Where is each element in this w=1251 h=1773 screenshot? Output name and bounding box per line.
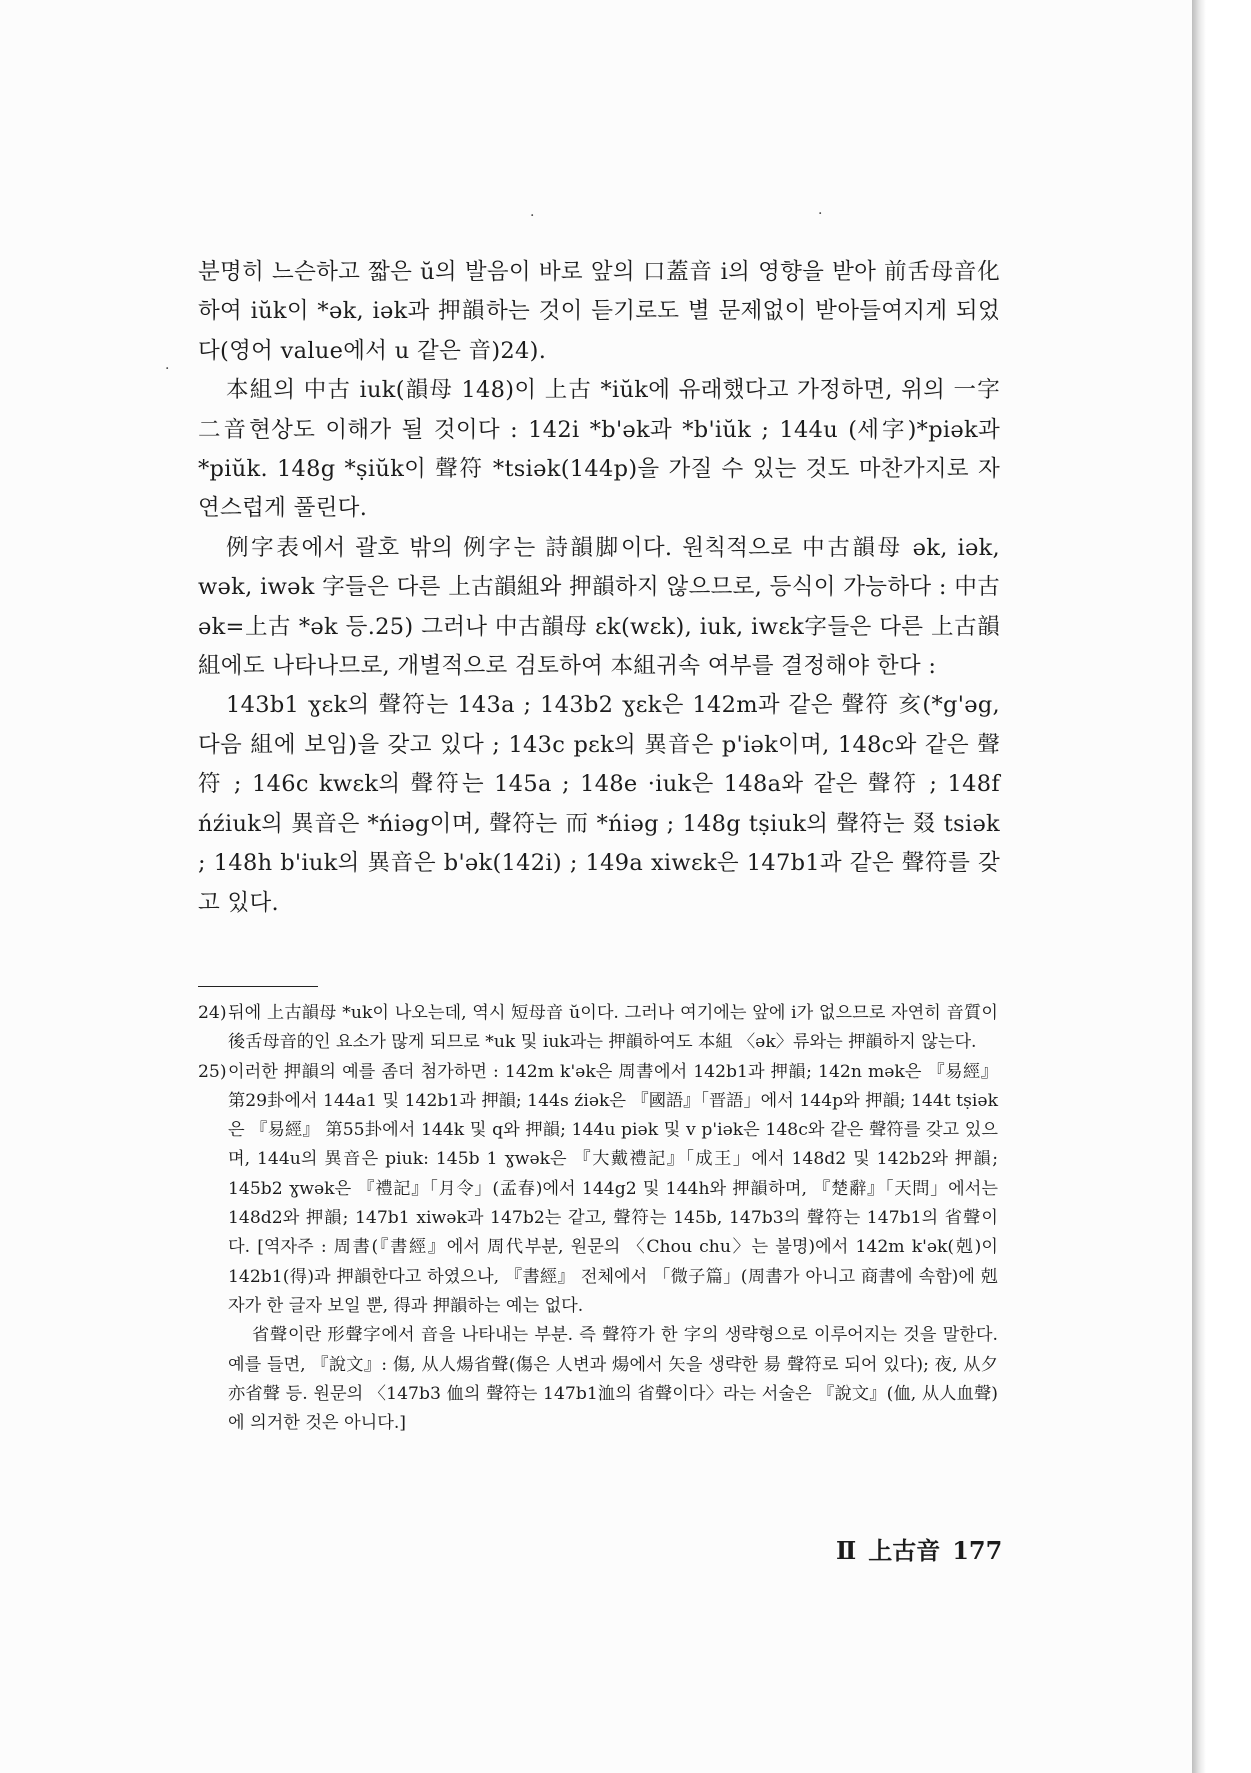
section-number: Ⅱ <box>836 1536 857 1565</box>
footnote-text: 이러한 押韻의 예를 좀더 첨가하면 : 142m k'ək은 周書에서 142b1과 押韻; 142n mək은 『易經』 第29卦에서 144a1 및 142b1과 押韻; 144s źiək은 『國語』「晋語」에서 144p와 押韻; 144t tṣiək은 『易經』 第55卦에서 144k 및 q와 押韻; 144u piək 및 v p'iək은 148c와 같은 聲符를 갖고 있으며, 144u의 異音은 piuk: 145b 1 ɣwək은 『大戴禮記』「成王」에서 148d2 및 142b2와 押韻; 145b2 ɣwək은 『禮記』「月令」(孟春)에서 144g2 및 144h와 押韻하며, 『楚辭』「天問」에서는 148d2와 押韻; 147b1 xiwək과 147b2는 같고, 聲符는 145b, 147b3의 聲符는 147b1의 省聲이다. [역자주 : 周書(『書經』에서 周代부분, 원문의 〈Chou chu〉는 불명)에서 142m k'ək(剋)이 142b1(得)과 押韻한다고 하였으나, 『書經』 전체에서 「微子篇」(周書가 아니고 商書에 속함)에 剋자가 한 글자 보일 뿐, 得과 押韻하는 예는 없다. <box>228 1061 998 1316</box>
main-text <box>198 253 1000 923</box>
footnote-number: 25) <box>198 1061 227 1082</box>
running-footer <box>836 1531 1076 1566</box>
footnote-24 <box>198 999 998 1058</box>
footnote-rule <box>198 986 318 987</box>
paragraph-1: 분명히 느슨하고 짧은 ŭ의 발음이 바로 앞의 口蓋音 i의 영향을 받아 前舌母音化하여 iŭk이 *ək, iək과 押韻하는 것이 듣기로도 별 문제없이 받아들여지게 되었다(영어 value에서 u 같은 音)24). <box>198 259 1000 364</box>
paragraph-2: 本組의 中古 iuk(韻母 148)이 上古 *iŭk에 유래했다고 가정하면, 위의 一字二音현상도 이해가 될 것이다 : 142i *b'ək과 *b'iŭk ; 144u (세字)*piək과 *piŭk. 148g *ṣiŭk이 聲符 *tsiək(144p)을 가질 수 있는 것도 마찬가지로 자연스럽게 풀린다. <box>198 377 1000 522</box>
footnote-25-continuation: 省聲이란 形聲字에서 音을 나타내는 부분. 즉 聲符가 한 字의 생략형으로 이루어지는 것을 말한다. 예를 들면, 『說文』: 傷, 从人煬省聲(傷은 人변과 煬에서 矢을 생략한 昜 聲符로 되어 있다); 夜, 从夕亦省聲 등. 원문의 〈147b3 侐의 聲符는 147b1洫의 省聲이다〉라는 서술은 『說文』(侐, 从人血聲)에 의거한 것은 아니다.] <box>228 1325 998 1434</box>
paragraph-4: 143b1 ɣɛk의 聲符는 143a ; 143b2 ɣɛk은 142m과 같은 聲符 亥(*g'əg, 다음 組에 보임)을 갖고 있다 ; 143c pɛk의 異音은 p'iək이며, 148c와 같은 聲符 ; 146c kwɛk의 聲符는 145a ; 148e ·iuk은 148a와 같은 聲符 ; 148f ńźiuk의 異音은 *ńiəg이며, 聲符는 而 *ńiəg ; 148g tṣiuk의 聲符는 叕 tsiək ; 148h b'iuk의 異音은 b'ək(142i) ; 149a xiwɛk은 147b1과 같은 聲符를 갖고 있다. <box>198 692 1000 916</box>
speck-mark: · <box>165 361 170 377</box>
footnote-25 <box>198 1058 998 1322</box>
page-edge-shadow <box>1192 0 1206 1773</box>
footnotes <box>198 999 998 1438</box>
footnote-text: 뒤에 上古韻母 *uk이 나오는데, 역시 短母音 ŭ이다. 그러나 여기에는 앞에 i가 없으므로 자연히 音質이 後舌母音的인 요소가 많게 되므로 *uk 및 iuk과는 押韻하여도 本組 〈ək〉류와는 押韻하지 않는다. <box>228 1003 998 1053</box>
page-number: 177 <box>952 1536 1003 1565</box>
speck-mark: · <box>530 208 535 224</box>
footnote-number: 24) <box>198 1003 227 1023</box>
speck-mark: · <box>818 206 823 222</box>
chapter-title: 上古音 <box>868 1536 941 1565</box>
paragraph-3: 例字表에서 괄호 밖의 例字는 詩韻脚이다. 원칙적으로 中古韻母 ək, iək, wək, iwək 字들은 다른 上古韻組와 押韻하지 않으므로, 등식이 가능하다 : 中古 ək=上古 *ək 등.25) 그러나 中古韻母 ɛk(wɛk), iuk, iwɛk字들은 다른 上古韻組에도 나타나므로, 개별적으로 검토하여 本組귀속 여부를 결정해야 한다 : <box>198 534 1000 680</box>
